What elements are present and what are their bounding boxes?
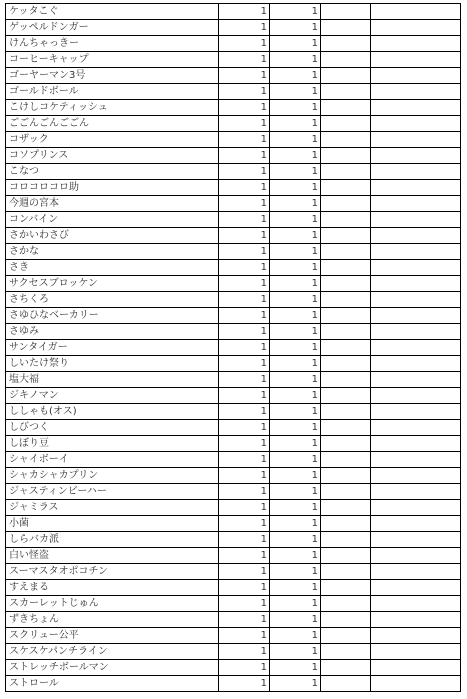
count-cell-a[interactable]: 1 [219,500,270,516]
count-cell-b[interactable]: 1 [270,516,321,532]
count-cell-a[interactable]: 1 [219,404,270,420]
count-cell-a[interactable]: 1 [219,52,270,68]
name-cell[interactable]: ケッタこぐ [6,4,219,20]
name-cell[interactable]: ストレッチボールマン [6,660,219,676]
empty-cell-c[interactable] [321,164,371,180]
name-cell[interactable]: スケスケパンチライン [6,644,219,660]
empty-cell-d[interactable] [371,164,461,180]
name-cell[interactable]: すえまる [6,580,219,596]
count-cell-b[interactable]: 1 [270,436,321,452]
empty-cell-c[interactable] [321,612,371,628]
count-cell-a[interactable]: 1 [219,260,270,276]
empty-cell-c[interactable] [321,404,371,420]
empty-cell-c[interactable] [321,548,371,564]
empty-cell-d[interactable] [371,292,461,308]
table-row [6,4,461,20]
empty-cell-d[interactable] [371,36,461,52]
table-row [6,132,461,148]
count-cell-b[interactable]: 1 [270,52,321,68]
table-row [6,468,461,484]
count-cell-b[interactable]: 1 [270,164,321,180]
count-cell-a[interactable]: 1 [219,228,270,244]
count-cell-a[interactable]: 1 [219,324,270,340]
empty-cell-c[interactable] [321,308,371,324]
count-cell-a[interactable]: 1 [219,388,270,404]
count-cell-b[interactable]: 1 [270,388,321,404]
name-cell[interactable]: ゲッペルドンガー [6,20,219,36]
count-cell-a[interactable]: 1 [219,612,270,628]
empty-cell-d[interactable] [371,468,461,484]
name-cell[interactable]: ストロール [6,676,219,692]
table-row [6,436,461,452]
empty-cell-c[interactable] [321,644,371,660]
count-cell-a[interactable]: 1 [219,628,270,644]
name-cell[interactable]: スカーレットじゅん [6,596,219,612]
empty-cell-c[interactable] [321,596,371,612]
empty-cell-c[interactable] [321,628,371,644]
empty-cell-c[interactable] [321,580,371,596]
count-cell-a[interactable]: 1 [219,580,270,596]
count-cell-b[interactable]: 1 [270,36,321,52]
count-cell-b[interactable]: 1 [270,180,321,196]
count-cell-b[interactable]: 1 [270,644,321,660]
table-row [6,596,461,612]
empty-cell-d[interactable] [371,388,461,404]
count-cell-a[interactable]: 1 [219,676,270,692]
table-row [6,292,461,308]
name-cell[interactable]: 白い怪盗 [6,548,219,564]
count-cell-a[interactable]: 1 [219,180,270,196]
name-cell[interactable]: ジキノマン [6,388,219,404]
count-cell-a[interactable]: 1 [219,516,270,532]
count-cell-b[interactable]: 1 [270,100,321,116]
table-row [6,676,461,692]
count-cell-a[interactable]: 1 [219,84,270,100]
name-cell[interactable]: ごごんごんごごん [6,116,219,132]
empty-cell-c[interactable] [321,244,371,260]
empty-cell-c[interactable] [321,564,371,580]
empty-cell-d[interactable] [371,308,461,324]
empty-cell-c[interactable] [321,84,371,100]
count-cell-b[interactable]: 1 [270,500,321,516]
empty-cell-c[interactable] [321,340,371,356]
table-row [6,20,461,36]
empty-cell-d[interactable] [371,340,461,356]
empty-cell-d[interactable] [371,84,461,100]
count-cell-b[interactable]: 1 [270,244,321,260]
name-cell[interactable]: さちくろ [6,292,219,308]
empty-cell-c[interactable] [321,132,371,148]
empty-cell-c[interactable] [321,468,371,484]
count-cell-a[interactable]: 1 [219,356,270,372]
empty-cell-d[interactable] [371,244,461,260]
empty-cell-d[interactable] [371,676,461,692]
empty-cell-d[interactable] [371,612,461,628]
empty-cell-c[interactable] [321,228,371,244]
empty-cell-d[interactable] [371,628,461,644]
empty-cell-c[interactable] [321,212,371,228]
count-cell-a[interactable]: 1 [219,548,270,564]
empty-cell-d[interactable] [371,452,461,468]
count-cell-b[interactable]: 1 [270,468,321,484]
empty-cell-d[interactable] [371,4,461,20]
empty-cell-c[interactable] [321,660,371,676]
count-cell-a[interactable]: 1 [219,564,270,580]
count-cell-a[interactable]: 1 [219,276,270,292]
empty-cell-c[interactable] [321,68,371,84]
count-cell-a[interactable]: 1 [219,340,270,356]
table-row [6,660,461,676]
table-row [6,356,461,372]
name-cell[interactable]: スクリュー公平 [6,628,219,644]
count-cell-a[interactable]: 1 [219,372,270,388]
name-cell[interactable]: こなつ [6,164,219,180]
table-row [6,404,461,420]
count-cell-a[interactable]: 1 [219,20,270,36]
count-cell-b[interactable]: 1 [270,420,321,436]
count-cell-b[interactable]: 1 [270,132,321,148]
table-row [6,612,461,628]
name-cell[interactable]: ゴーヤーマン3号 [6,68,219,84]
count-cell-a[interactable]: 1 [219,100,270,116]
count-cell-a[interactable]: 1 [219,484,270,500]
count-cell-b[interactable]: 1 [270,324,321,340]
table-row [6,36,461,52]
empty-cell-d[interactable] [371,116,461,132]
name-cell[interactable]: ししゃも(オス) [6,404,219,420]
empty-cell-d[interactable] [371,276,461,292]
count-cell-a[interactable]: 1 [219,36,270,52]
count-cell-b[interactable]: 1 [270,68,321,84]
count-cell-a[interactable]: 1 [219,452,270,468]
empty-cell-d[interactable] [371,148,461,164]
table-row [6,580,461,596]
name-cell[interactable]: ずきちょん [6,612,219,628]
empty-cell-c[interactable] [321,148,371,164]
table-row [6,548,461,564]
count-cell-a[interactable]: 1 [219,660,270,676]
table-row [6,52,461,68]
empty-cell-d[interactable] [371,132,461,148]
table-row [6,84,461,100]
name-cell[interactable]: 塩大福 [6,372,219,388]
name-cell[interactable]: さき [6,260,219,276]
empty-cell-d[interactable] [371,372,461,388]
count-cell-b[interactable]: 1 [270,676,321,692]
count-cell-b[interactable]: 1 [270,260,321,276]
empty-cell-d[interactable] [371,548,461,564]
empty-cell-d[interactable] [371,420,461,436]
count-cell-a[interactable]: 1 [219,196,270,212]
empty-cell-c[interactable] [321,484,371,500]
name-cell[interactable]: コザック [6,132,219,148]
empty-cell-c[interactable] [321,356,371,372]
empty-cell-d[interactable] [371,68,461,84]
empty-cell-c[interactable] [321,676,371,692]
name-cell[interactable]: さかな [6,244,219,260]
empty-cell-c[interactable] [321,52,371,68]
name-cell[interactable]: サクセスブロッケン [6,276,219,292]
empty-cell-d[interactable] [371,324,461,340]
table-row [6,644,461,660]
count-cell-b[interactable]: 1 [270,548,321,564]
table-row [6,180,461,196]
empty-cell-d[interactable] [371,404,461,420]
empty-cell-d[interactable] [371,644,461,660]
empty-cell-d[interactable] [371,580,461,596]
empty-cell-c[interactable] [321,20,371,36]
table-row [6,500,461,516]
count-cell-a[interactable]: 1 [219,244,270,260]
empty-cell-c[interactable] [321,388,371,404]
empty-cell-c[interactable] [321,4,371,20]
count-cell-a[interactable]: 1 [219,292,270,308]
count-cell-b[interactable]: 1 [270,660,321,676]
empty-cell-d[interactable] [371,20,461,36]
count-cell-b[interactable]: 1 [270,532,321,548]
empty-cell-d[interactable] [371,228,461,244]
count-cell-a[interactable]: 1 [219,532,270,548]
empty-cell-d[interactable] [371,212,461,228]
count-cell-b[interactable]: 1 [270,580,321,596]
empty-cell-c[interactable] [321,196,371,212]
count-cell-a[interactable]: 1 [219,148,270,164]
table-row [6,340,461,356]
table-row [6,516,461,532]
name-cell[interactable]: シャカシャカプリン [6,468,219,484]
empty-cell-c[interactable] [321,36,371,52]
name-cell[interactable]: ジャスティンビーハー [6,484,219,500]
empty-cell-c[interactable] [321,100,371,116]
empty-cell-d[interactable] [371,100,461,116]
count-cell-a[interactable]: 1 [219,116,270,132]
empty-cell-c[interactable] [321,116,371,132]
count-cell-b[interactable]: 1 [270,196,321,212]
name-cell[interactable]: コソプリンス [6,148,219,164]
empty-cell-d[interactable] [371,356,461,372]
empty-cell-d[interactable] [371,196,461,212]
count-cell-b[interactable]: 1 [270,228,321,244]
name-cell[interactable]: コロコロコロ助 [6,180,219,196]
count-cell-b[interactable]: 1 [270,596,321,612]
count-cell-a[interactable]: 1 [219,468,270,484]
table-row [6,372,461,388]
count-cell-b[interactable]: 1 [270,372,321,388]
count-cell-b[interactable]: 1 [270,276,321,292]
table-row [6,100,461,116]
count-cell-a[interactable]: 1 [219,436,270,452]
empty-cell-d[interactable] [371,660,461,676]
count-cell-b[interactable]: 1 [270,212,321,228]
name-cell[interactable]: 今週の宮本 [6,196,219,212]
empty-cell-c[interactable] [321,324,371,340]
count-cell-a[interactable]: 1 [219,132,270,148]
count-cell-b[interactable]: 1 [270,484,321,500]
empty-cell-d[interactable] [371,260,461,276]
table-row [6,68,461,84]
name-cell[interactable]: サンタイガー [6,340,219,356]
count-cell-b[interactable]: 1 [270,308,321,324]
count-cell-a[interactable]: 1 [219,68,270,84]
count-cell-b[interactable]: 1 [270,116,321,132]
empty-cell-d[interactable] [371,52,461,68]
empty-cell-c[interactable] [321,180,371,196]
table-row [6,308,461,324]
empty-cell-c[interactable] [321,532,371,548]
table-row [6,628,461,644]
empty-cell-d[interactable] [371,516,461,532]
table-row [6,324,461,340]
table-row [6,276,461,292]
count-cell-b[interactable]: 1 [270,356,321,372]
table-row [6,452,461,468]
table-row [6,484,461,500]
count-cell-b[interactable]: 1 [270,84,321,100]
table-row [6,564,461,580]
empty-cell-d[interactable] [371,532,461,548]
name-cell[interactable]: しらバカ派 [6,532,219,548]
empty-cell-c[interactable] [321,500,371,516]
table-row [6,228,461,244]
count-cell-a[interactable]: 1 [219,164,270,180]
count-cell-a[interactable]: 1 [219,308,270,324]
count-cell-b[interactable]: 1 [270,292,321,308]
empty-cell-c[interactable] [321,276,371,292]
spreadsheet-table [5,3,461,692]
name-cell[interactable]: しいたけ祭り [6,356,219,372]
count-cell-a[interactable]: 1 [219,4,270,20]
empty-cell-d[interactable] [371,484,461,500]
count-cell-b[interactable]: 1 [270,628,321,644]
table-row [6,244,461,260]
name-cell[interactable]: コーヒーキャップ [6,52,219,68]
empty-cell-c[interactable] [321,292,371,308]
table-row [6,116,461,132]
count-cell-b[interactable]: 1 [270,20,321,36]
count-cell-b[interactable]: 1 [270,340,321,356]
table-row [6,388,461,404]
name-cell[interactable]: けんちゃっきー [6,36,219,52]
name-cell[interactable]: こけしコケティッシュ [6,100,219,116]
name-cell[interactable]: しびつく [6,420,219,436]
name-cell[interactable]: ゴールドボール [6,84,219,100]
name-cell[interactable]: さかいわさび [6,228,219,244]
count-cell-b[interactable]: 1 [270,404,321,420]
count-cell-a[interactable]: 1 [219,644,270,660]
empty-cell-c[interactable] [321,420,371,436]
empty-cell-d[interactable] [371,564,461,580]
name-cell[interactable]: スーマスタオポコチン [6,564,219,580]
count-cell-b[interactable]: 1 [270,452,321,468]
name-cell[interactable]: ジャミラス [6,500,219,516]
name-cell[interactable]: コンバイン [6,212,219,228]
count-cell-b[interactable]: 1 [270,612,321,628]
name-cell[interactable]: 小菌 [6,516,219,532]
empty-cell-d[interactable] [371,500,461,516]
table-row [6,212,461,228]
name-cell[interactable]: さゆひなベーカリー [6,308,219,324]
count-cell-a[interactable]: 1 [219,212,270,228]
empty-cell-c[interactable] [321,452,371,468]
table-row [6,532,461,548]
empty-cell-c[interactable] [321,260,371,276]
empty-cell-c[interactable] [321,516,371,532]
name-cell[interactable]: シャイボーイ [6,452,219,468]
table-row [6,196,461,212]
count-cell-a[interactable]: 1 [219,596,270,612]
spreadsheet-body [6,4,461,692]
name-cell[interactable]: さゆみ [6,324,219,340]
count-cell-b[interactable]: 1 [270,148,321,164]
empty-cell-d[interactable] [371,596,461,612]
empty-cell-d[interactable] [371,180,461,196]
table-row [6,148,461,164]
table-row [6,260,461,276]
table-row [6,420,461,436]
empty-cell-c[interactable] [321,372,371,388]
empty-cell-d[interactable] [371,436,461,452]
count-cell-b[interactable]: 1 [270,4,321,20]
table-row [6,164,461,180]
empty-cell-c[interactable] [321,436,371,452]
count-cell-a[interactable]: 1 [219,420,270,436]
name-cell[interactable]: しぼり豆 [6,436,219,452]
count-cell-b[interactable]: 1 [270,564,321,580]
